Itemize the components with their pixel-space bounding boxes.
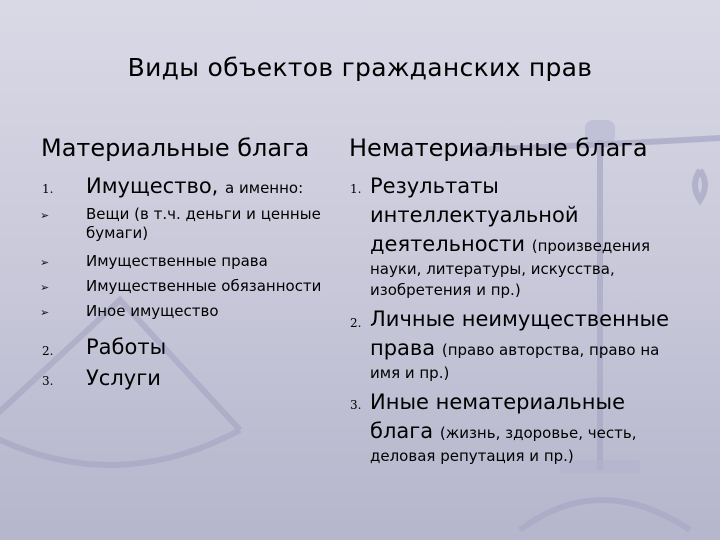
list-number: 1.	[42, 182, 54, 196]
item-line: изобретения и пр.)	[370, 281, 521, 299]
item-line	[370, 334, 669, 363]
list-number: 1.	[350, 182, 362, 196]
item-note: (право авторства, право на	[441, 341, 660, 359]
list-item: Услуги	[86, 366, 161, 390]
arrow-bullet-icon: ➢	[40, 209, 50, 222]
arrow-bullet-icon: ➢	[40, 256, 50, 269]
list-item: Имущественные обязанности	[86, 277, 322, 295]
item-note: (жизнь, здоровье, честь,	[439, 424, 637, 442]
arrow-bullet-icon: ➢	[40, 306, 50, 319]
list-item	[370, 305, 669, 384]
item-main: деятельности	[370, 232, 526, 256]
item-line	[370, 230, 650, 259]
list-item	[86, 172, 303, 201]
list-item	[370, 172, 650, 301]
list-item: Имущественные права	[86, 252, 268, 270]
list-item: Иное имущество	[86, 302, 219, 320]
list-item: Работы	[86, 335, 167, 359]
item-main: права	[370, 336, 436, 360]
page-title: Виды объектов гражданских прав	[127, 53, 593, 82]
item-line: деловая репутация и пр.)	[370, 447, 574, 465]
item-main: Имущество,	[86, 174, 219, 198]
item-line	[370, 417, 636, 446]
list-number: 2.	[350, 316, 362, 330]
item-line: Иные нематериальные	[370, 390, 626, 414]
list-number: 3.	[350, 398, 362, 412]
item-line: науки, литературы, искусства,	[370, 260, 615, 278]
list-number: 3.	[42, 374, 54, 388]
arrow-bullet-icon: ➢	[40, 281, 50, 294]
item-line: имя и пр.)	[370, 364, 450, 382]
list-number: 2.	[42, 344, 54, 358]
left-column-heading: Материальные блага	[41, 134, 310, 162]
item-line: Личные неимущественные	[370, 307, 670, 331]
item-line: интеллектуальной	[370, 203, 579, 227]
item-line: Результаты	[370, 174, 499, 198]
subitem-text: Вещи (в т.ч. деньги и ценные	[86, 205, 321, 223]
item-note: (произведения	[531, 237, 651, 255]
subitem-text: бумаги)	[86, 224, 149, 242]
list-item	[370, 388, 636, 467]
list-item	[86, 205, 321, 243]
item-main: блага	[370, 419, 434, 443]
item-note: а именно:	[225, 179, 304, 197]
right-column-heading: Нематериальные блага	[349, 134, 648, 162]
